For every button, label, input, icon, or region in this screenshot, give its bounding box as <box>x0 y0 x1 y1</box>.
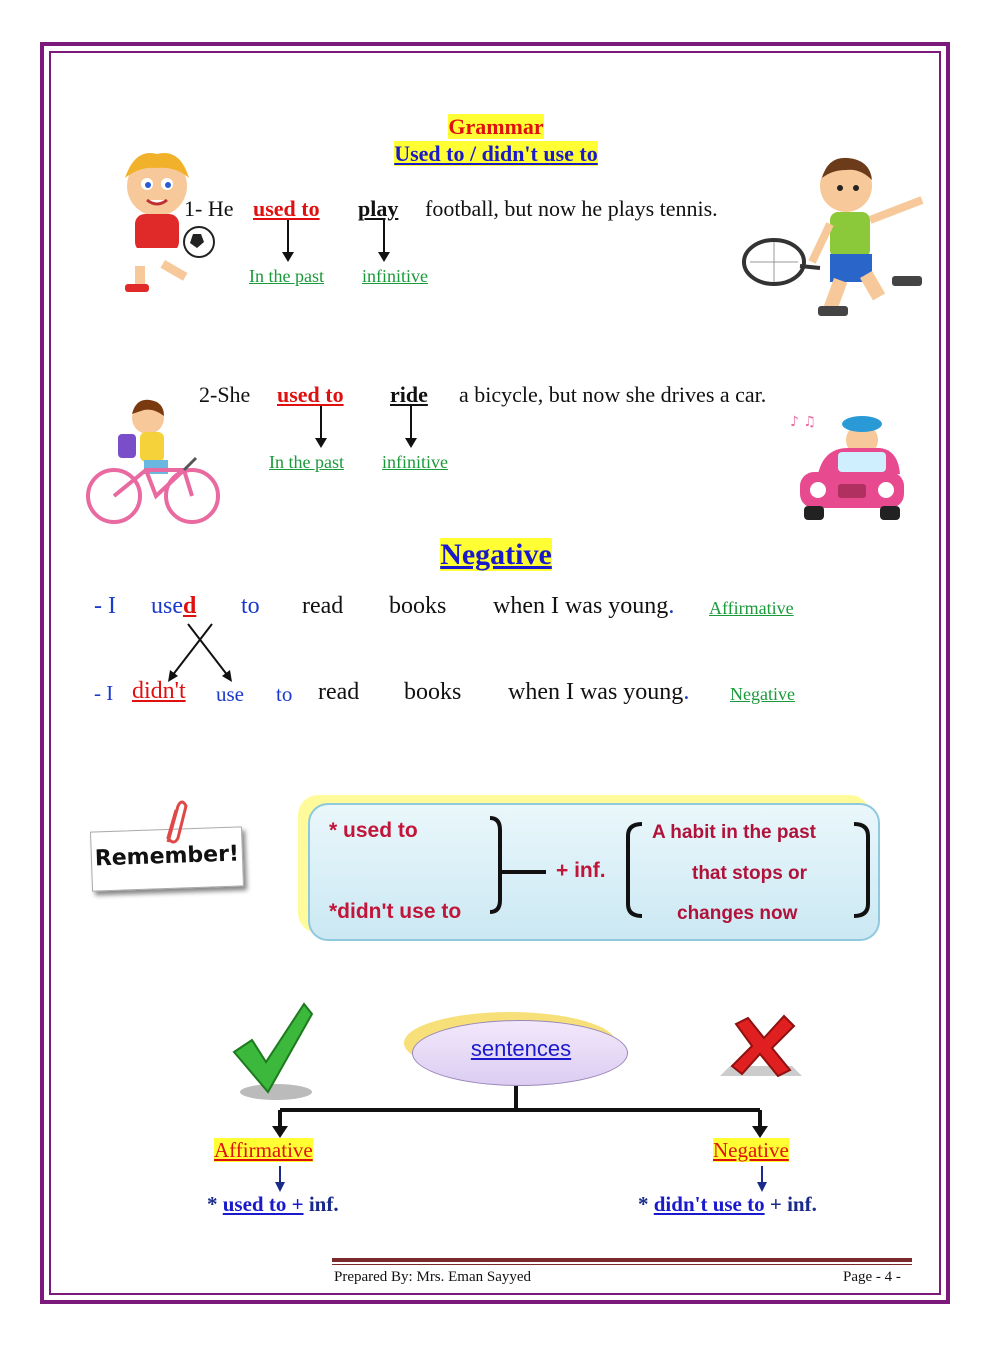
paperclip-icon <box>156 798 190 848</box>
neg-read: read <box>318 679 360 705</box>
affirm-used: used <box>151 593 197 619</box>
tree-affirmative-form: * used to + inf. <box>207 1192 339 1216</box>
tree-affirmative-label: Affirmative <box>214 1138 313 1162</box>
footer-rule-thin <box>332 1264 912 1265</box>
tree-left-arrow <box>272 1166 288 1194</box>
affirm-books: books <box>389 593 447 619</box>
boy-football-illustration <box>95 148 220 296</box>
affirm-to: to <box>241 593 260 619</box>
neg-to: to <box>276 682 293 706</box>
rule-meaning-3: changes now <box>677 903 798 924</box>
negative-title: Negative <box>440 538 552 571</box>
rule-didnt-use-to: *didn't use to <box>329 900 462 923</box>
cross-mark-icon <box>714 1010 808 1086</box>
neg-use: use <box>216 682 244 706</box>
page-title: Grammar <box>448 114 544 139</box>
example2-used-to: used to <box>277 382 344 407</box>
rule-meaning-1: A habit in the past <box>652 822 816 843</box>
example1-note-past: In the past <box>249 266 324 286</box>
example1-rest: football, but now he plays tennis. <box>425 196 718 221</box>
rule-plus-inf: + inf. <box>556 859 606 882</box>
example2-subject: 2-She <box>199 382 251 407</box>
example2-note-past: In the past <box>269 452 344 472</box>
cross-arrows <box>160 620 240 686</box>
example1-subject: 1- He <box>184 196 234 221</box>
remember-badge: Remember! <box>90 826 244 891</box>
affirm-d-letter: d <box>183 593 197 619</box>
example1-arrow-inf <box>374 220 394 264</box>
example2-note-inf: infinitive <box>382 452 448 472</box>
footer-author: Prepared By: Mrs. Eman Sayyed <box>334 1269 532 1285</box>
tree-connector <box>270 1086 770 1140</box>
tree-negative-form: * didn't use to + inf. <box>638 1192 817 1216</box>
example2-verb: ride <box>390 382 428 407</box>
affirm-subject: - I <box>94 593 116 619</box>
example2-arrow-past <box>311 406 331 450</box>
tree-right-arrow <box>754 1166 770 1194</box>
example2-rest: a bicycle, but now she drives a car. <box>459 382 767 407</box>
rule-right-bracket <box>852 822 872 918</box>
tree-negative-label: Negative <box>713 1138 789 1162</box>
affirm-label: Affirmative <box>709 598 794 618</box>
neg-label: Negative <box>730 684 795 704</box>
neg-didnt: didn't <box>132 678 186 704</box>
footer-page-number: Page - 4 - <box>843 1269 901 1285</box>
affirm-read: read <box>302 593 344 619</box>
example1-arrow-past <box>278 220 298 264</box>
girl-bicycle-illustration <box>84 392 222 526</box>
rule-used-to: * used to <box>329 819 418 842</box>
rule-brace <box>488 814 548 916</box>
neg-when: when I was young. <box>508 679 690 705</box>
pink-car-illustration <box>790 404 906 524</box>
example1-note-inf: infinitive <box>362 266 428 286</box>
affirm-when: when I was young. <box>493 593 675 619</box>
svg-text:♪ ♫: ♪ ♫ <box>790 414 816 430</box>
neg-subject: - I <box>94 681 114 705</box>
rule-meaning-2: that stops or <box>692 863 808 884</box>
sentences-node: sentences <box>412 1020 628 1086</box>
example1-verb: play <box>358 196 399 221</box>
page-subtitle: Used to / didn't use to <box>394 141 598 166</box>
tennis-player-illustration <box>742 150 930 326</box>
footer-rule <box>332 1258 912 1262</box>
example1-used-to: used to <box>253 196 320 221</box>
example2-arrow-inf <box>401 406 421 450</box>
rule-left-bracket <box>624 822 644 918</box>
neg-books: books <box>404 679 462 705</box>
